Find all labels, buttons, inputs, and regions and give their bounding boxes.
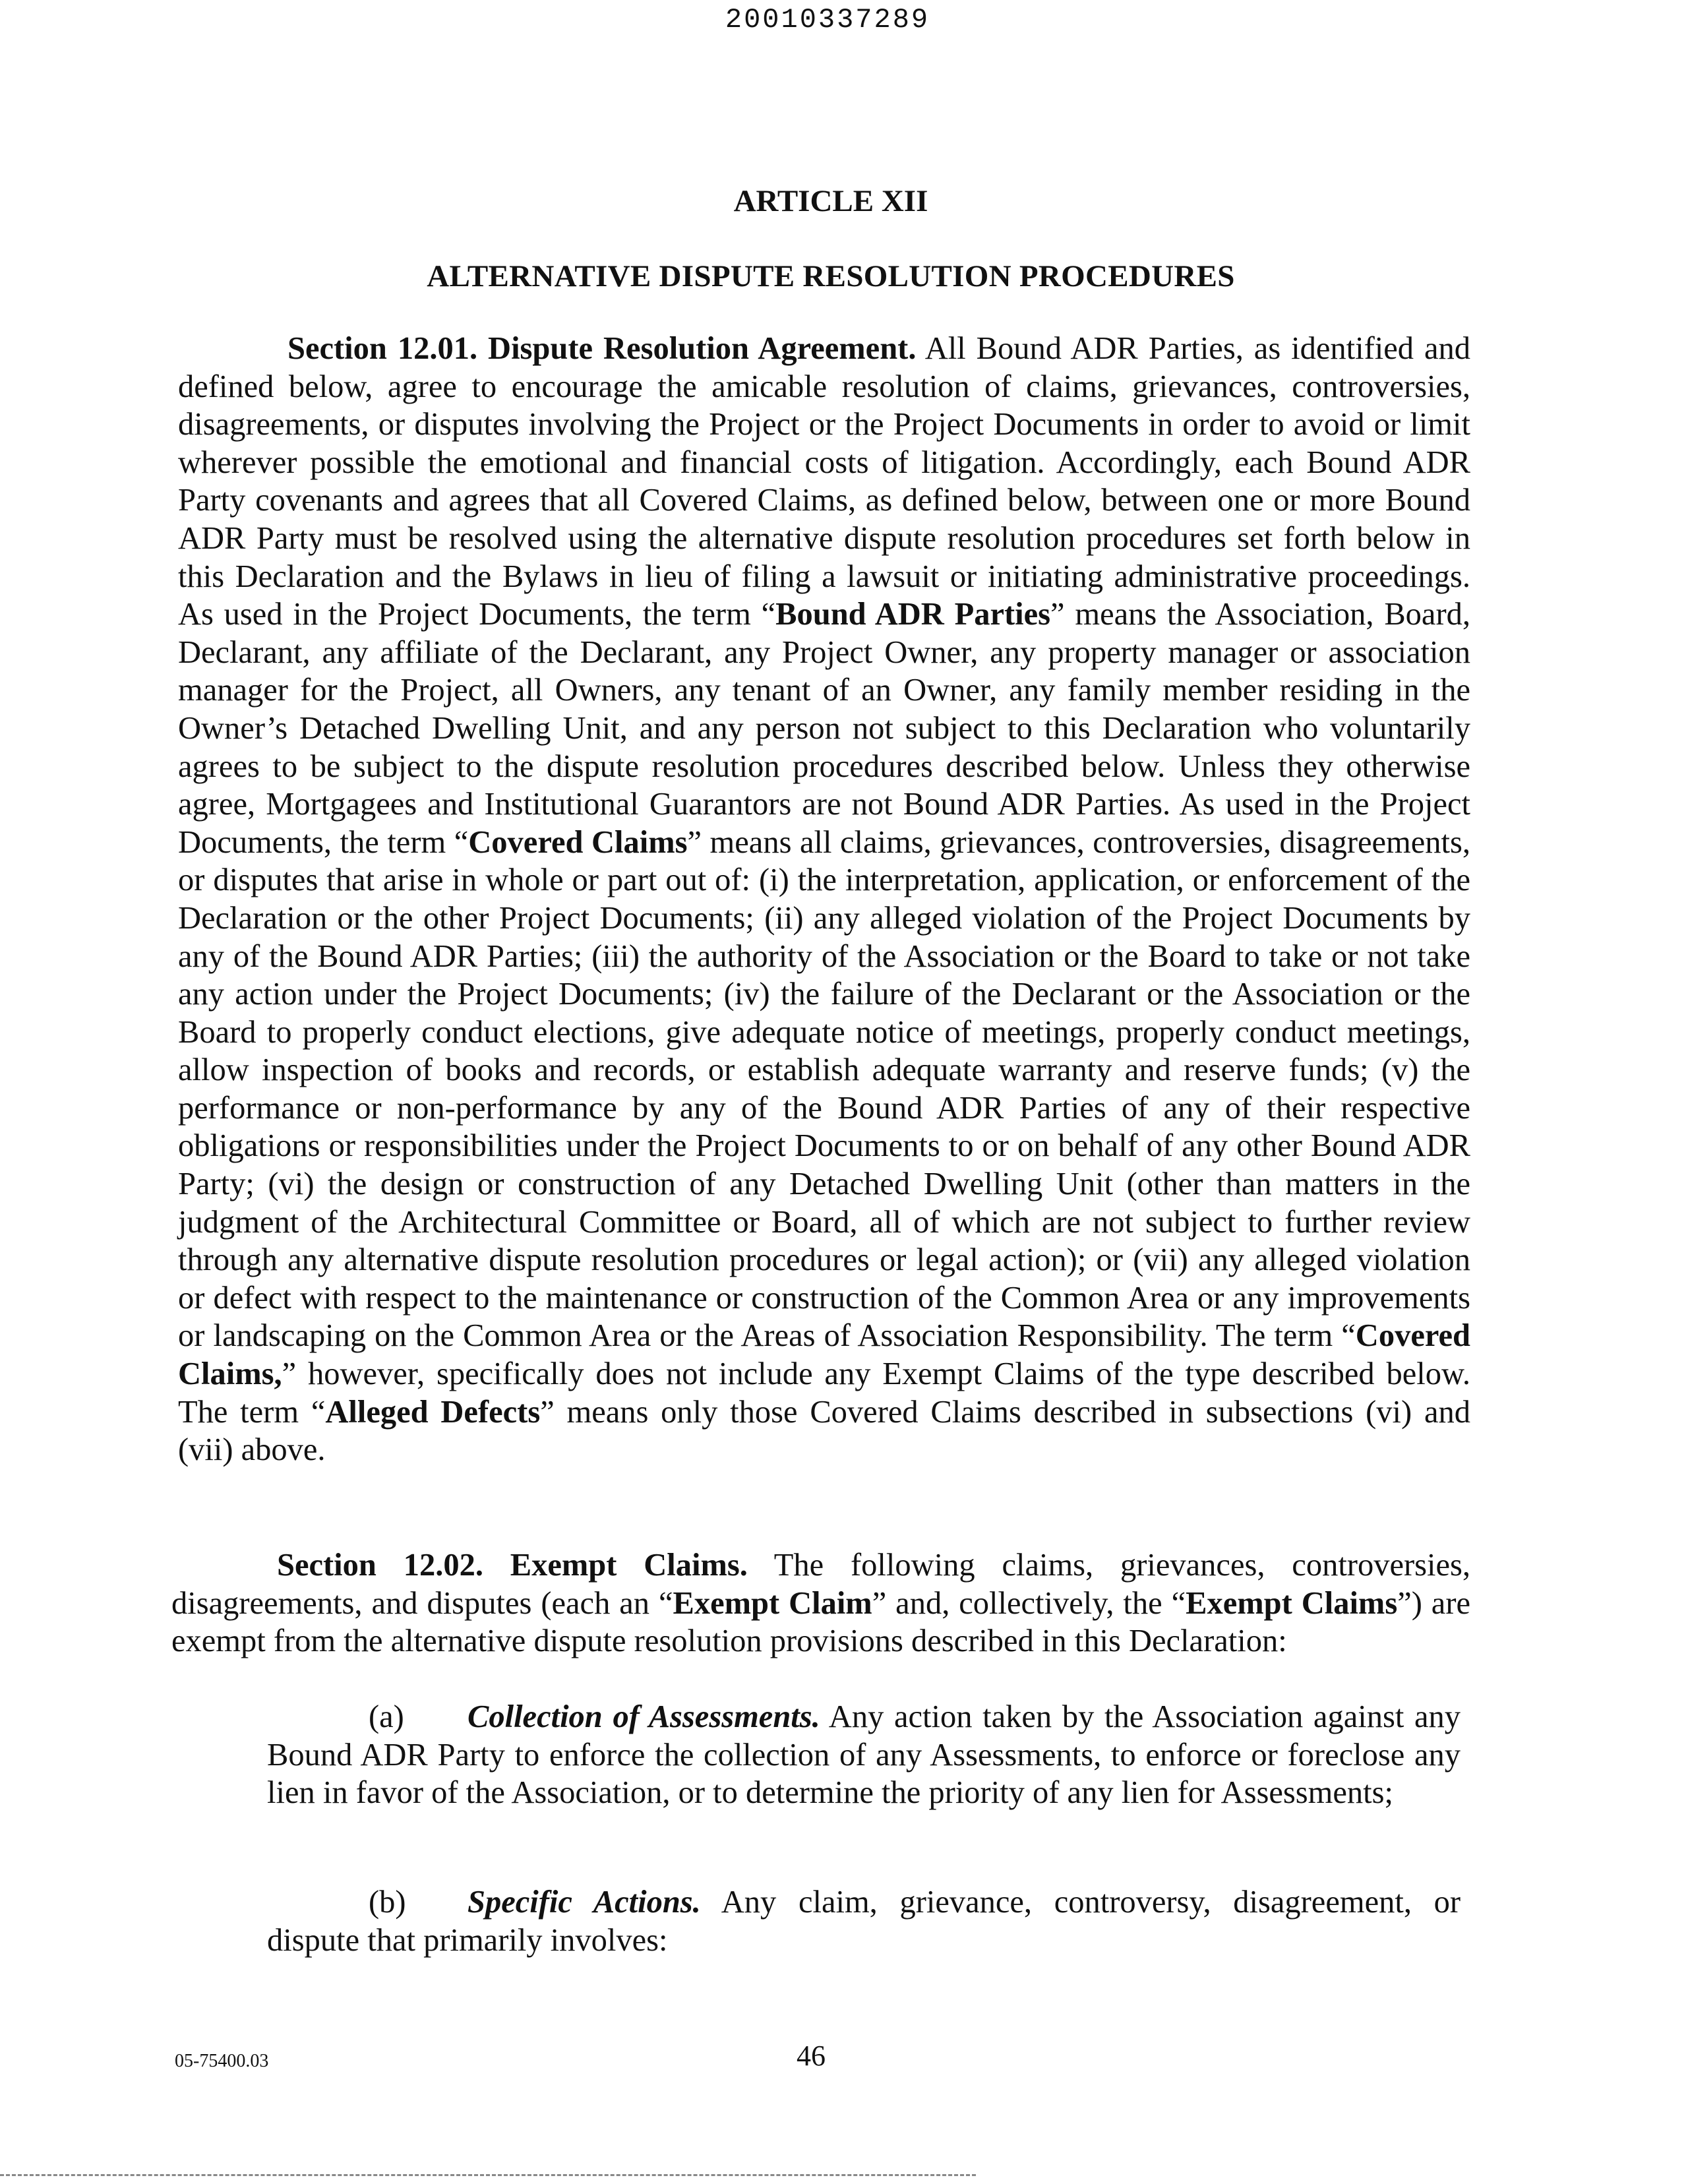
defined-term: Bound ADR Parties [775,597,1051,632]
subsection-title: Collection of Assessments. [467,1699,820,1734]
paragraph-text: The following claims, grievances, controversies, disagreements, and disputes (each an “ [171,1548,1470,1621]
section-12-01-heading: Section 12.01. Dispute Resolution Agreement. [287,331,917,366]
paragraph-text: ”) are exempt from the alternative dispute resolution provisions described in this Declaration: [171,1585,1471,1659]
footer-document-code: 05-75400.03 [175,2051,269,2071]
paragraph-text: All Bound ADR Parties, as identified and defined below, agree to encourage the amicable resolution of claims, grievances, controversies, disagreements, or disputes involving the Project or the Project Documents in order to avoid or limit wherever possible the emotional and financial costs of litigation. Accordingly, each Bound ADR Party covenants and agrees that all Covered Claims, as defined below, between one or more Bound ADR Party must be resolved using the alternative dispute resolution procedures set forth below in this Declaration and the Bylaws in lieu of filing a lawsuit or initiating administrative proceedings. As used in the Project Documents, the term “ [178,331,1471,632]
section-12-02-heading: Section 12.02. Exempt Claims. [277,1548,748,1583]
subsection-a [267,1698,1461,1812]
defined-term: Exempt Claim [673,1585,872,1621]
section-12-01-paragraph [178,330,1470,1469]
scan-artifact-divider [0,2174,976,2176]
subsection-label: (b) [369,1885,406,1920]
paragraph-text: Any action taken by the Association against any Bound ADR Party to enforce the collection of any Assessments, to enforce or foreclose any lien in favor of the Association, or to determine the priority of any lien for Assessments; [267,1699,1461,1811]
paragraph-text: ” means all claims, grievances, controversies, disagreements, or disputes that arise in whole or part out of: (i) the interpretation, application, or enforcement of the Declaration or the other Project Documents; (ii) any alleged violation of the Project Documents by any of the Bound ADR Parties; (iii) the authority of the Association or the Board to take or not take any action under the Project Documents; (iv) the failure of the Declarant or the Association or the Board to properly conduct elections, give adequate notice of meetings, properly conduct meetings, allow inspection of books and records, or establish adequate warranty and reserve funds; (v) the performance or non-performance by any of the Bound ADR Parties of any of their respective obligations or responsibilities under the Project Documents to or on behalf of any other Bound ADR Party; (vi) the design or construction of any Detached Dwelling Unit (other than matters in the judgment of the Architectural Committee or Board, all of which are not subject to further review through any alternative dispute resolution procedures or legal action); or (vii) any alleged violation or defect with respect to the maintenance or construction of the Common Area or any improvements or landscaping on the Common Area or the Areas of Association Responsibility. The term “ [178,824,1471,1354]
paragraph-text: ” means the Association, Board, Declarant, any affiliate of the Declarant, any Project Owner, any property manager or association manager for the Project, all Owners, any tenant of an Owner, any family member residing in the Owner’s Detached Dwelling Unit, and any person not subject to this Declaration who voluntarily agrees to be subject to the dispute resolution procedures described below. Unless they otherwise agree, Mortgagees and Institutional Guarantors are not Bound ADR Parties. As used in the Project Documents, the term “ [178,597,1470,860]
paragraph-text: ” and, collectively, the “ [872,1585,1186,1621]
page-number: 46 [797,2040,826,2072]
subsection-label: (a) [369,1699,404,1734]
defined-term: Exempt Claims [1186,1585,1398,1621]
subsection-title: Specific Actions. [467,1885,701,1920]
defined-term: Covered Claims [468,824,688,860]
paragraph-text: ” however, specifically does not include any Exempt Claims of the type described below. The term “ [178,1356,1470,1430]
defined-term: Alleged Defects [325,1394,541,1430]
paragraph-text: Any claim, grievance, controversy, disagreement, or dispute that primarily involves: [267,1885,1461,1958]
article-title: ALTERNATIVE DISPUTE RESOLUTION PROCEDURES [427,259,1235,293]
subsection-b [267,1883,1461,1959]
article-number: ARTICLE XII [733,184,928,218]
paragraph-text: ” means only those Covered Claims described in subsections (vi) and (vii) above. [178,1394,1470,1468]
document-id: 20010337289 [725,4,930,36]
defined-term: Covered Claims, [178,1318,1470,1392]
section-12-02-paragraph [171,1546,1470,1660]
